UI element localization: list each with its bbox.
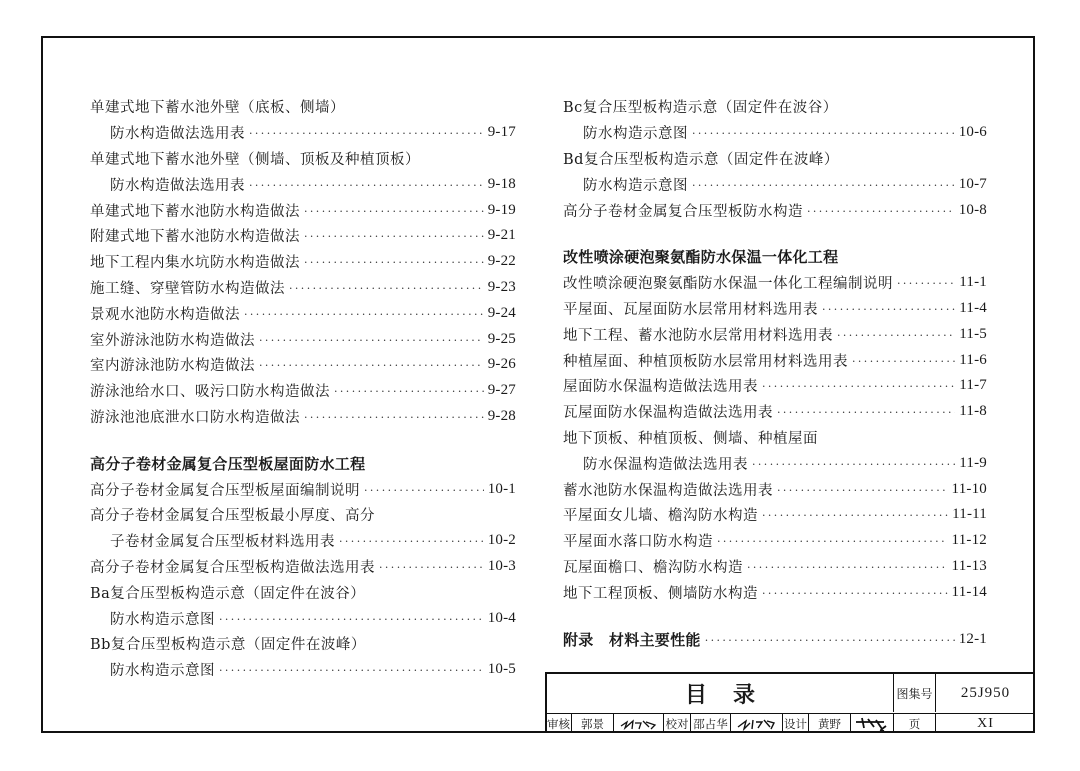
entry-title: 单建式地下蓄水池防水构造做法	[90, 203, 300, 220]
page-ref: 9-28	[487, 407, 516, 424]
check-label: 校对	[663, 714, 690, 733]
design-signature	[850, 714, 893, 733]
toc-entry	[90, 657, 516, 683]
dot-leader	[807, 206, 955, 217]
entry-title: Bd复合压型板构造示意（固定件在波峰）	[563, 151, 839, 168]
entry-title: 防水构造做法选用表	[110, 177, 245, 194]
entry-title: 平屋面、瓦屋面防水层常用材料选用表	[563, 301, 818, 318]
toc-entry	[90, 528, 516, 554]
toc-entry	[563, 399, 987, 425]
page-ref: 9-22	[487, 253, 516, 270]
dot-leader	[762, 381, 955, 392]
dot-leader	[334, 386, 484, 397]
toc-entry	[90, 579, 516, 605]
title-block	[545, 672, 1035, 733]
toc-entry	[90, 476, 516, 502]
toc-entry	[563, 528, 987, 554]
page-ref: 11-9	[959, 454, 987, 471]
review-name: 郭景	[571, 714, 613, 733]
toc-entry	[90, 502, 516, 528]
dot-leader	[304, 231, 484, 242]
entry-title: 室内游泳池防水构造做法	[90, 358, 255, 375]
entry-title: 地下顶板、种植顶板、侧墙、种植屋面	[563, 430, 818, 447]
page-ref: 11-7	[959, 377, 987, 394]
toc-entry	[90, 378, 516, 404]
page-ref: 9-18	[487, 175, 516, 192]
atlas-number-label: 图集号	[893, 674, 935, 712]
toc-entry	[563, 347, 987, 373]
toc-entry	[90, 120, 516, 146]
toc-entry	[563, 146, 987, 172]
page-ref: 9-25	[487, 330, 516, 347]
entry-title: 单建式地下蓄水池外壁（侧墙、顶板及种植顶板）	[90, 151, 420, 168]
dot-leader	[304, 257, 484, 268]
design-name: 黄野	[808, 714, 850, 733]
entry-title: 屋面防水保温构造做法选用表	[563, 379, 758, 396]
entry-title: 高分子卷材金属复合压型板屋面编制说明	[90, 482, 360, 499]
entry-title: Bb复合压型板构造示意（固定件在波峰）	[90, 637, 366, 654]
toc-entry	[90, 605, 516, 631]
toc-entry	[90, 197, 516, 223]
page-ref: 11-5	[959, 325, 987, 342]
toc-entry	[90, 326, 516, 352]
entry-title: 游泳池池底泄水口防水构造做法	[90, 409, 300, 426]
dot-leader	[692, 128, 955, 139]
dot-leader	[777, 407, 955, 418]
entry-title: 平屋面水落口防水构造	[563, 534, 713, 551]
entry-title: 室外游泳池防水构造做法	[90, 332, 255, 349]
dot-leader	[837, 330, 955, 341]
dot-leader	[244, 309, 484, 320]
entry-title: 防水构造示意图	[110, 663, 215, 680]
entry-title: 地下工程内集水坑防水构造做法	[90, 255, 300, 272]
entry-title: 景观水池防水构造做法	[90, 306, 240, 323]
page-ref: 9-26	[487, 356, 516, 373]
toc-entry	[90, 352, 516, 378]
page-ref: 11-11	[952, 506, 987, 523]
page-ref: 9-19	[487, 201, 516, 218]
entry-title: 平屋面女儿墙、檐沟防水构造	[563, 508, 758, 525]
entry-title: 瓦屋面檐口、檐沟防水构造	[563, 559, 743, 576]
dot-leader	[249, 128, 484, 139]
entry-title: 高分子卷材金属复合压型板防水构造	[563, 203, 803, 220]
dot-leader	[304, 412, 484, 423]
entry-title: 种植屋面、种植顶板防水层常用材料选用表	[563, 353, 848, 370]
page-ref: 11-12	[951, 532, 987, 549]
toc-entry	[563, 502, 987, 528]
toc-entry	[90, 631, 516, 657]
dot-leader	[717, 536, 948, 547]
page-ref: 10-8	[958, 201, 987, 218]
toc-left-column	[90, 94, 516, 683]
page-ref: 12-1	[958, 630, 987, 647]
dot-leader	[259, 335, 484, 346]
page-ref: 11-14	[951, 583, 987, 600]
entry-title: 高分子卷材金属复合压型板最小厚度、高分	[90, 508, 375, 525]
entry-title: 瓦屋面防水保温构造做法选用表	[563, 405, 773, 422]
page-ref: 10-7	[958, 175, 987, 192]
entry-title: 地下工程、蓄水池防水层常用材料选用表	[563, 327, 833, 344]
page-ref: 9-17	[487, 124, 516, 141]
toc-entry	[90, 300, 516, 326]
toc-entry	[563, 554, 987, 580]
page-ref: 10-6	[958, 124, 987, 141]
check-name: 邵占华	[690, 714, 730, 733]
toc-entry	[563, 321, 987, 347]
entry-title: Bc复合压型板构造示意（固定件在波谷）	[563, 100, 838, 117]
toc-entry	[563, 579, 987, 605]
page-ref: 11-4	[959, 299, 987, 316]
toc-entry	[563, 476, 987, 502]
entry-title: 地下工程顶板、侧墙防水构造	[563, 585, 758, 602]
toc-entry	[563, 296, 987, 322]
toc-entry	[563, 120, 987, 146]
toc-entry	[563, 425, 987, 451]
toc-entry	[90, 171, 516, 197]
entry-title: 高分子卷材金属复合压型板屋面防水工程	[90, 454, 366, 473]
page-ref: 10-4	[487, 609, 516, 626]
page-number: XI	[935, 714, 1035, 733]
dot-leader	[289, 283, 484, 294]
dot-leader	[852, 356, 955, 367]
page-ref: 10-3	[487, 557, 516, 574]
dot-leader	[219, 665, 484, 676]
page-ref: 11-13	[951, 557, 987, 574]
toc-entry	[563, 197, 987, 223]
entry-title: 高分子卷材金属复合压型板构造做法选用表	[90, 559, 375, 576]
section-gap	[563, 605, 987, 626]
entry-title: 防水构造示意图	[583, 177, 688, 194]
entry-title: 子卷材金属复合压型板材料选用表	[110, 534, 335, 551]
section-heading	[563, 244, 987, 270]
dot-leader	[364, 485, 484, 496]
entry-title: 改性喷涂硬泡聚氨酯防水保温一体化工程	[563, 248, 839, 267]
dot-leader	[762, 588, 948, 599]
toc-entry	[563, 270, 987, 296]
toc-entry	[563, 373, 987, 399]
entry-title: 防水保温构造做法选用表	[583, 456, 748, 473]
toc-entry	[563, 171, 987, 197]
toc-entry	[563, 94, 987, 120]
atlas-number: 25J950	[935, 674, 1035, 712]
dot-leader	[249, 180, 484, 191]
design-label: 设计	[782, 714, 808, 733]
page-ref: 10-5	[487, 661, 516, 678]
dot-leader	[219, 614, 484, 625]
section-gap	[90, 429, 516, 450]
toc-entry	[90, 275, 516, 301]
toc-entry	[90, 146, 516, 172]
entry-title: 防水构造示意图	[583, 126, 688, 143]
entry-title: 附录 材料主要性能	[563, 630, 701, 649]
entry-title: Ba复合压型板构造示意（固定件在波谷）	[90, 585, 366, 602]
dot-leader	[822, 304, 955, 315]
dot-leader	[897, 278, 955, 289]
toc-entry	[90, 94, 516, 120]
page-ref: 9-21	[487, 227, 516, 244]
dot-leader	[747, 562, 948, 573]
toc-entry	[563, 450, 987, 476]
toc-entry	[90, 404, 516, 430]
entry-title: 改性喷涂硬泡聚氨酯防水保温一体化工程编制说明	[563, 276, 893, 293]
dot-leader	[777, 485, 948, 496]
dot-leader	[339, 536, 484, 547]
appendix-entry	[563, 626, 987, 652]
toc-entry	[90, 223, 516, 249]
sheet-title: 目录	[684, 682, 781, 708]
dot-leader	[692, 180, 955, 191]
dot-leader	[379, 562, 484, 573]
toc-entry	[90, 554, 516, 580]
page-ref: 11-6	[959, 351, 987, 368]
page-ref: 9-24	[487, 304, 516, 321]
entry-title: 防水构造做法选用表	[110, 126, 245, 143]
page-ref: 10-1	[487, 480, 516, 497]
entry-title: 附建式地下蓄水池防水构造做法	[90, 229, 300, 246]
check-signature	[730, 714, 782, 733]
entry-title: 游泳池给水口、吸污口防水构造做法	[90, 384, 330, 401]
page-ref: 11-8	[959, 403, 987, 420]
page-ref: 9-27	[487, 382, 516, 399]
dot-leader	[705, 635, 955, 646]
entry-title: 单建式地下蓄水池外壁（底板、侧墙）	[90, 100, 345, 117]
page-ref: 10-2	[487, 532, 516, 549]
entry-title: 蓄水池防水保温构造做法选用表	[563, 482, 773, 499]
dot-leader	[752, 459, 955, 470]
dot-leader	[304, 206, 484, 217]
page-ref: 9-23	[487, 278, 516, 295]
dot-leader	[259, 360, 484, 371]
toc-right-column	[563, 94, 987, 652]
page-ref: 11-1	[959, 274, 987, 291]
entry-title: 施工缝、穿壁管防水构造做法	[90, 280, 285, 297]
section-gap	[563, 223, 987, 244]
section-heading	[90, 450, 516, 476]
page-ref: 11-10	[951, 480, 987, 497]
page-label: 页	[893, 714, 935, 733]
review-label: 审核	[547, 716, 570, 731]
dot-leader	[762, 510, 948, 521]
toc-entry	[90, 249, 516, 275]
review-signature	[613, 714, 663, 733]
entry-title: 防水构造示意图	[110, 611, 215, 628]
